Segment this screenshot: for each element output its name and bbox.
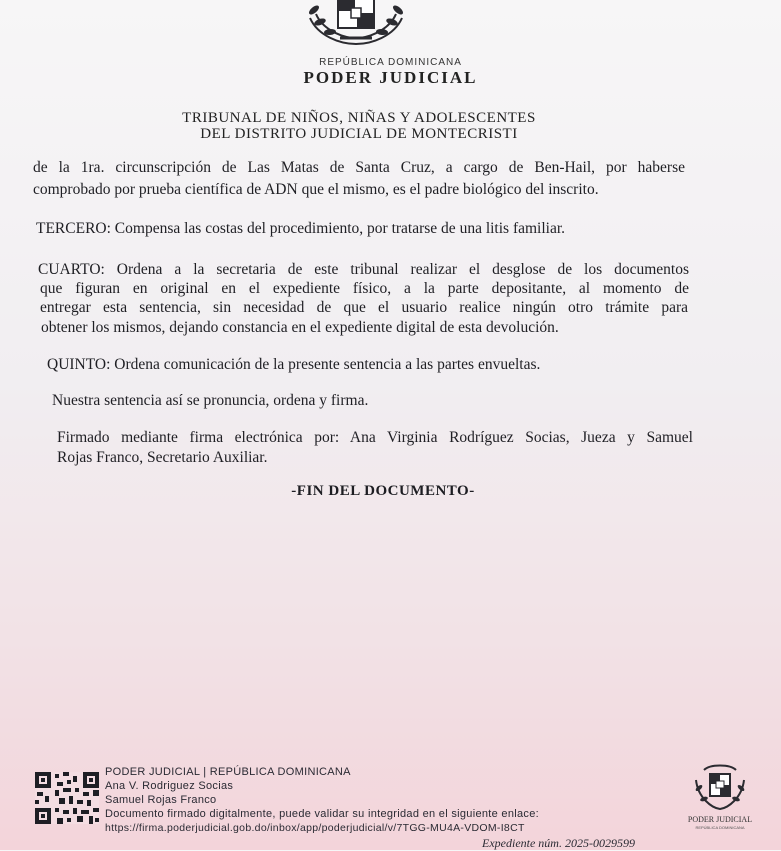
- firmado-line: Rojas Franco, Secretario Auxiliar.: [57, 449, 268, 466]
- firmado-line: Firmado mediante firma electrónica por: Ana Virginia Rodríguez Socias, Jueza y Samuel: [57, 429, 693, 446]
- paragraph-line: de la 1ra. circunscripción de Las Matas de Santa Cruz, a cargo de Ben-Hail, por haberse: [33, 159, 685, 176]
- poder-judicial-title: PODER JUDICIAL: [303, 68, 478, 87]
- footer-note: Documento firmado digitalmente, puede validar su integridad en el siguiente enlace:: [105, 808, 539, 820]
- court-name-line1: TRIBUNAL DE NIÑOS, NIÑAS Y ADOLESCENTES: [182, 110, 536, 126]
- footer-signer-1: Ana V. Rodriguez Socias: [105, 780, 234, 792]
- cuarto-line: entregar esta sentencia, sin necesidad de que el usuario realice ningún otro trámite para: [40, 299, 688, 316]
- cuarto-line: que figuran en original en el expediente físico, a la parte depositante, al momento de: [40, 280, 689, 297]
- quinto-paragraph: QUINTO: Ordena comunicación de la presente sentencia a las partes envueltas.: [47, 356, 541, 373]
- validation-link[interactable]: https://firma.poderjudicial.gob.do/inbox/app/poderjudicial/v/7TGG-MU4A-VDOM-I8CT: [105, 822, 525, 834]
- seal-caption-small: REPÚBLICA DOMINICANA: [695, 825, 745, 830]
- footer-signer-2: Samuel Rojas Franco: [105, 794, 217, 806]
- qr-code-icon[interactable]: [35, 772, 99, 824]
- nuestra-sentencia-line: Nuestra sentencia así se pronuncia, ordena y firma.: [52, 392, 369, 409]
- coat-of-arms-icon: [300, 0, 412, 46]
- cuarto-line: CUARTO: Ordena a la secretaria de este tribunal realizar el desglose de los documentos: [38, 261, 689, 278]
- republica-label: REPÚBLICA DOMINICANA: [319, 57, 462, 68]
- seal-caption: PODER JUDICIAL: [687, 815, 753, 824]
- expediente-number: Expediente núm. 2025-0029599: [482, 836, 635, 850]
- footer-org: PODER JUDICIAL | REPÚBLICA DOMINICANA: [105, 766, 351, 778]
- court-name-line2: DEL DISTRITO JUDICIAL DE MONTECRISTI: [200, 126, 518, 142]
- cuarto-line: obtener los mismos, dejando constancia en el expediente digital de esta devolución.: [41, 319, 559, 336]
- poder-judicial-seal-icon: [690, 762, 750, 814]
- tercero-paragraph: TERCERO: Compensa las costas del procedimiento, por tratarse de una litis familiar.: [36, 220, 566, 237]
- end-of-document-label: -FIN DEL DOCUMENTO-: [291, 483, 475, 499]
- paragraph-line: comprobado por prueba científica de ADN que el mismo, es el padre biológico del inscrito.: [33, 181, 599, 198]
